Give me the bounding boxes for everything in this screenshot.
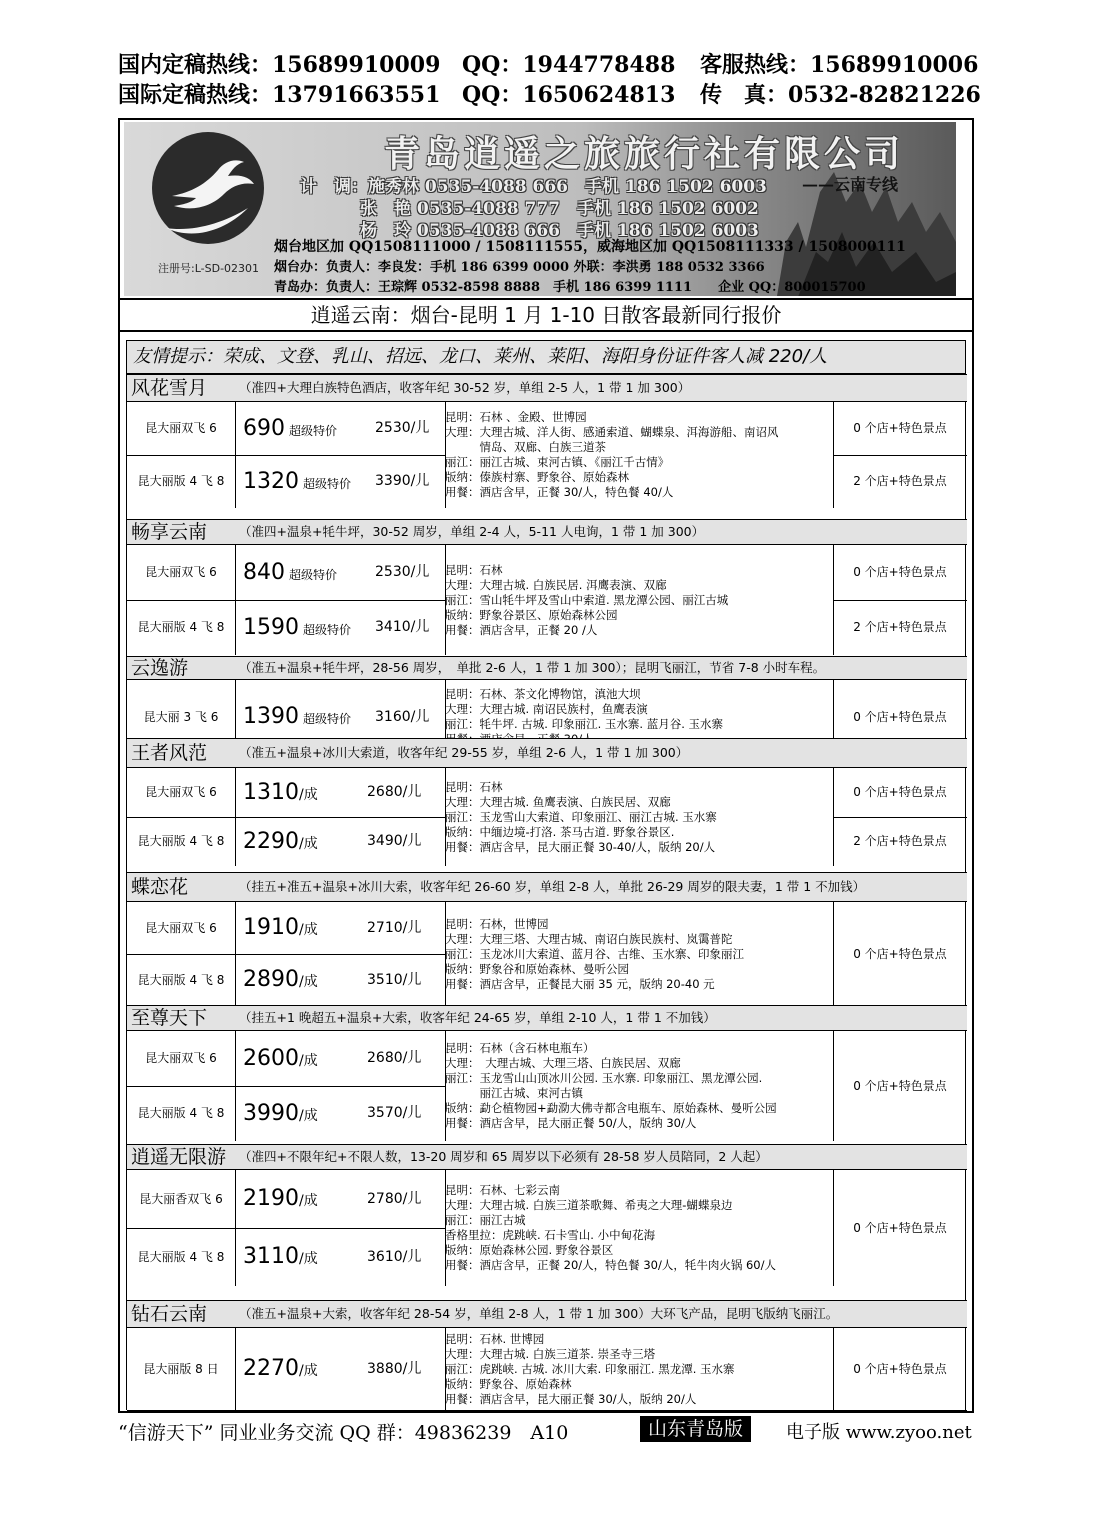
itinerary-line: 大理： 大理古城、大理三塔、白族民居、双廊: [445, 1056, 681, 1070]
itinerary-line: 丽江：雪山牦牛坪及雪山中索道. 黑龙潭公园、丽江古城: [445, 592, 729, 607]
itinerary-line: 丽江：丽江古城: [445, 1213, 526, 1227]
child-price: 3390/儿: [375, 473, 430, 489]
price-value: 1590: [243, 615, 299, 640]
domestic-hotline: 国内定稿热线：15689910009: [118, 52, 441, 78]
adult-price: [243, 1228, 318, 1286]
shopping-info: 0 个店+特色景点: [853, 421, 947, 435]
route-name: 昆大丽版 4 飞 8: [137, 1250, 225, 1264]
agency-banner: [124, 122, 956, 296]
tour-section-header: [127, 374, 967, 402]
itinerary-line: 版纳：野象谷和原始森林、曼听公园: [445, 961, 629, 976]
price-tag: /成: [299, 1193, 318, 1209]
child-price: 2680/儿: [367, 784, 422, 800]
child-price: 3510/儿: [367, 972, 422, 988]
itinerary-line: 大理：大理三塔、大理古城、南诏白族民族村、岚霭普陀: [445, 931, 733, 946]
itinerary-line: 昆明：石林、七彩云南: [445, 1183, 560, 1197]
tour-section-body: [127, 902, 967, 1006]
itinerary-line: 大理：大理古城、洋人街、感通索道、蝴蝶泉、洱海游船、南诏风: [445, 425, 779, 439]
itinerary-line: 丽江：玉龙雪山山顶冰川公园. 玉水寨. 印象丽江、黑龙潭公园.: [445, 1071, 763, 1085]
line-slogan: ——云南专线: [802, 175, 899, 194]
child-price: 2680/儿: [367, 1050, 422, 1066]
fax-number: 传 真：0532-82821226: [700, 82, 981, 108]
adult-price: [243, 600, 351, 655]
price-tag: 超级特价: [303, 623, 352, 637]
shopping-info: 2 个店+特色景点: [853, 474, 947, 488]
itinerary-line: 用餐：酒店含早，正餐昆大丽 35 元，版纳 20-40 元: [445, 976, 715, 991]
price-sheet: [118, 118, 974, 1413]
tour-section-header: [127, 656, 967, 680]
table-bottom-border: [127, 1410, 967, 1411]
itinerary: [445, 1041, 833, 1131]
adult-price: [243, 817, 318, 866]
tour-section-body: [127, 768, 967, 866]
itinerary-line: 丽江：丽江古城、束河古镇、《丽江千古情》: [445, 455, 670, 469]
itinerary-line: 版纳：野象谷、原始森林: [445, 1376, 572, 1391]
price-tag: /成: [299, 1053, 318, 1069]
adult-price: [243, 1086, 318, 1141]
itinerary-line: 昆明：石林（含石林电瓶车）: [445, 1041, 595, 1055]
tour-description: （准五+温泉+牦牛坪，28-56 周岁， 单批 2-6 人，1 带 1 加 300）；昆明飞丽江，节省 7-8 小时车程。: [239, 660, 826, 675]
itinerary-line: 大理：大理古城. 鱼鹰表演、白族民居、双廊: [445, 794, 671, 809]
tour-section-body: [127, 1031, 967, 1141]
shopping-info: 0 个店+特色景点: [853, 1079, 947, 1093]
office-line: 烟台地区加 QQ1508111000 / 1508111555，威海地区加 QQ1508111333 / 1508000111: [274, 239, 906, 255]
price-value: 840: [243, 560, 285, 585]
tour-section-header: [127, 1144, 967, 1170]
itinerary-line: 版纳：勐仑植物园+勐泐大佛寺都含电瓶车、原始森林、曼听公园: [445, 1101, 777, 1115]
tour-section-header: [127, 872, 967, 902]
itinerary-line: 用餐：酒店含早，正餐 30/人，特色餐 40/人: [445, 485, 674, 499]
adult-price: [243, 902, 318, 954]
price-tag: /成: [299, 787, 318, 803]
itinerary-line: 用餐：酒店含早，昆大丽正餐 50/人，版纳 30/人: [445, 1116, 697, 1130]
itinerary-line: 大理：大理古城. 南诏民族村，鱼鹰表演: [445, 702, 648, 716]
route-name: 昆大丽 3 飞 6: [143, 710, 219, 724]
tour-description: （准四+大理白族特色酒店，收客年纪 30-52 岁，单组 2-5 人，1 带 1 加 300）: [239, 380, 691, 395]
itinerary-line: 用餐：酒店含早，正餐 20/人，特色餐 30/人，牦牛肉火锅 60/人: [445, 1258, 776, 1272]
route-name: 昆大丽版 4 飞 8: [137, 1106, 225, 1120]
route-name: 昆大丽双飞 6: [145, 421, 217, 435]
service-hotline: 客服热线：15689910006: [700, 52, 979, 78]
price-value: 690: [243, 416, 285, 441]
route-name: 昆大丽版 4 飞 8: [137, 474, 225, 488]
itinerary-line: 丽江：牦牛坪. 古城. 印象丽江. 玉水寨. 蓝月谷. 玉水寨: [445, 717, 724, 731]
route-name: 昆大丽双飞 6: [145, 785, 217, 799]
adult-price: [243, 1170, 318, 1228]
intl-hotline: 国际定稿热线：13791663551: [118, 82, 441, 108]
shopping-info: 2 个店+特色景点: [853, 620, 947, 634]
shopping-info: 0 个店+特色景点: [853, 947, 947, 961]
tour-description: （准四+不限年纪+不限人数，13-20 周岁和 65 周岁以下必须有 28-58 岁人员陪同，2 人起）: [239, 1149, 768, 1164]
itinerary-line: 版纳：中缅边境-打洛. 茶马古道. 野象谷景区.: [445, 824, 675, 839]
itinerary-line: 丽江：虎跳峡. 古城. 冰川大索. 印象丽江. 黑龙潭. 玉水寨: [445, 1361, 735, 1376]
price-tag: /成: [299, 836, 318, 852]
contact-line: 计 调：施秀林 0535-4088 666 手机 186 1502 6003: [300, 177, 767, 197]
office-line: 青岛办：负责人：王琮辉 0532-8598 8888 手机 186 6399 1111 企业 QQ：800015700: [274, 280, 866, 295]
tour-section-body: [127, 402, 967, 508]
child-price: 2780/儿: [367, 1191, 422, 1207]
child-price: 3610/儿: [367, 1249, 422, 1265]
child-price: 2530/儿: [375, 420, 430, 436]
price-tag: 超级特价: [303, 477, 352, 491]
tour-name: 至尊天下: [131, 1007, 208, 1029]
adult-price: [243, 545, 337, 600]
itinerary-line: 大理：大理古城. 白族三道茶歌舞、希夷之大理-蝴蝶泉边: [445, 1198, 733, 1212]
child-price: 3490/儿: [367, 833, 422, 849]
tour-description: （挂五+准五+温泉+冰川大索，收客年纪 26-60 岁，单组 2-8 人，单批 26-29 周岁的限夫妻，1 带 1 不加钱）: [239, 879, 866, 894]
adult-price: [243, 768, 318, 817]
footer: [118, 1416, 978, 1444]
itinerary: [445, 563, 833, 638]
route-name: 昆大丽版 4 飞 8: [137, 973, 225, 987]
tour-name: 逍遥无限游: [131, 1146, 227, 1168]
shopping-info: 2 个店+特色景点: [853, 834, 947, 848]
itinerary-line: 丽江古城、束河古镇: [445, 1086, 583, 1100]
adult-price: [243, 1328, 318, 1410]
swallow-icon: [152, 132, 264, 244]
price-value: 3110: [243, 1244, 299, 1269]
tour-section-header: [127, 519, 967, 545]
tour-section-header: [127, 738, 967, 768]
price-value: 2270: [243, 1356, 299, 1381]
itinerary: [445, 410, 833, 500]
price-value: 1310: [243, 780, 299, 805]
tour-section-body: [127, 1170, 967, 1286]
domestic-qq: QQ：1944778488: [462, 52, 676, 78]
tour-section-body: [127, 1328, 967, 1410]
tour-name: 云逸游: [131, 657, 189, 679]
price-value: 2890: [243, 967, 299, 992]
shopping-info: 0 个店+特色景点: [853, 1221, 947, 1235]
itinerary-line: 昆明：石林: [445, 562, 503, 577]
itinerary-line: 大理：大理古城. 白族三道茶. 崇圣寺三塔: [445, 1346, 656, 1361]
edition-badge: 山东青岛版: [640, 1416, 751, 1442]
tour-name: 钻石云南: [131, 1303, 208, 1325]
discount-tip: 友情提示：荣成、文登、乳山、招远、龙口、莱州、莱阳、海阳身份证件客人减 220/人: [126, 340, 966, 374]
itinerary: [445, 917, 833, 992]
tour-name: 风花雪月: [131, 377, 208, 399]
itinerary: [445, 780, 833, 855]
itinerary-line: 大理：大理古城. 白族民居. 洱鹰表演、双廊: [445, 577, 667, 592]
contact-line: 张 艳 0535-4088 777 手机 186 1502 6002: [360, 199, 759, 219]
page-title: 逍遥云南：烟台-昆明 1 月 1-10 日散客最新同行报价: [120, 298, 972, 332]
child-price: 2530/儿: [375, 564, 430, 580]
registration-number: 注册号:L-SD-02301: [158, 262, 260, 275]
adult-price: [243, 1031, 318, 1086]
price-table: [126, 374, 966, 1410]
child-price: 3880/儿: [367, 1361, 422, 1377]
price-tag: /成: [299, 1251, 318, 1267]
tour-description: （准五+温泉+冰川大索道，收客年纪 29-55 岁，单组 2-6 人，1 带 1 加 300）: [239, 745, 689, 760]
price-value: 2290: [243, 829, 299, 854]
itinerary-line: 版纳：傣族村寨、野象谷、原始森林: [445, 470, 629, 484]
price-tag: /成: [299, 974, 318, 990]
price-tag: /成: [299, 922, 318, 938]
route-name: 昆大丽版 4 飞 8: [137, 834, 225, 848]
itinerary: [445, 1332, 833, 1407]
itinerary-line: 昆明：石林: [445, 779, 503, 794]
itinerary: [445, 1183, 833, 1273]
itinerary-line: 昆明：石林、茶文化博物馆，滇池大坝: [445, 687, 641, 701]
shopping-info: 0 个店+特色景点: [853, 1362, 947, 1376]
intl-qq: QQ：1650624813: [462, 82, 676, 108]
contact-line: 杨 玲 0535-4088 666 手机 186 1502 6003: [360, 221, 759, 241]
tour-name: 王者风范: [131, 742, 208, 764]
itinerary-line: 香格里拉：虎跳峡. 石卡雪山. 小中甸花海: [445, 1228, 656, 1242]
itinerary-line: 丽江：玉龙冰川大索道、蓝月谷、古维、玉水寨、印象丽江: [445, 946, 744, 961]
tour-section-header: [127, 1005, 967, 1031]
itinerary-line: 用餐：酒店含早，昆大丽正餐 30/人，版纳 20/人: [445, 1391, 697, 1406]
price-tag: /成: [299, 1108, 318, 1124]
price-value: 2600: [243, 1046, 299, 1071]
itinerary-line: 用餐：酒店含早，昆大丽正餐 30-40/人，版纳 20/人: [445, 839, 716, 854]
price-tag: 超级特价: [303, 712, 352, 726]
office-line: 烟台办：负责人：李良发：手机 186 6399 0000 外联：李洪勇 188 0532 3366: [274, 260, 765, 275]
agency-logo: [152, 132, 264, 244]
price-value: 3990: [243, 1101, 299, 1126]
tour-section-header: [127, 1300, 967, 1328]
footer-group: “信游天下” 同业业务交流 QQ 群：49836239 A10: [118, 1422, 569, 1444]
itinerary-line: 昆明：石林. 世博园: [445, 1331, 545, 1346]
company-name: 青岛逍遥之旅旅行社有限公司: [384, 133, 905, 175]
itinerary-line: 情岛、双廊、白族三道茶: [445, 440, 606, 454]
itinerary-line: 版纳：原始森林公园. 野象谷景区: [445, 1243, 614, 1257]
itinerary-line: 用餐：酒店含早，正餐 20 /人: [445, 622, 598, 637]
shopping-info: 0 个店+特色景点: [853, 565, 947, 579]
child-price: 3410/儿: [375, 619, 430, 635]
route-name: 昆大丽版 4 飞 8: [137, 620, 225, 634]
shopping-info: 0 个店+特色景点: [853, 710, 947, 724]
tour-section-body: [127, 545, 967, 655]
column-divider: [235, 1328, 236, 1410]
tour-name: 蝶恋花: [131, 876, 189, 898]
tour-description: （挂五+1 晚超五+温泉+大索，收客年纪 24-65 岁，单组 2-10 人，1 带 1 不加钱）: [239, 1010, 716, 1025]
tour-description: （准五+温泉+大索，收客年纪 28-54 岁，单组 2-8 人，1 带 1 加 300）大环飞产品，昆明飞版纳飞丽江。: [239, 1306, 839, 1321]
adult-price: [243, 954, 318, 1006]
itinerary-line: 丽江：玉龙雪山大索道、印象丽江、丽江古城. 玉水寨: [445, 809, 717, 824]
price-value: 1390: [243, 704, 299, 729]
itinerary-line: 昆明：石林，世博园: [445, 916, 549, 931]
route-name: 昆大丽双飞 6: [145, 921, 217, 935]
tour-description: （准四+温泉+牦牛坪，30-52 周岁，单组 2-4 人，5-11 人电询，1 带 1 加 300）: [239, 524, 705, 539]
itinerary-line: 版纳：野象谷景区、原始森林公园: [445, 607, 618, 622]
shopping-info: 0 个店+特色景点: [853, 785, 947, 799]
child-price: 3570/儿: [367, 1105, 422, 1121]
adult-price: [243, 455, 351, 508]
price-value: 1320: [243, 469, 299, 494]
adult-price: [243, 402, 337, 455]
route-name: 昆大丽双飞 6: [145, 565, 217, 579]
price-value: 1910: [243, 915, 299, 940]
itinerary-line: 昆明：石林 、金殿、世博园: [445, 410, 587, 424]
price-tag: 超级特价: [289, 568, 338, 582]
tour-name: 畅享云南: [131, 521, 208, 543]
price-value: 2190: [243, 1186, 299, 1211]
price-tag: /成: [299, 1363, 318, 1379]
footer-website: 电子版 www.zyoo.net: [786, 1422, 972, 1443]
child-price: 3160/儿: [375, 709, 430, 725]
child-price: 2710/儿: [367, 920, 422, 936]
route-name: 昆大丽版 8 日: [143, 1362, 219, 1376]
price-tag: 超级特价: [289, 424, 338, 438]
route-name: 昆大丽香双飞 6: [139, 1192, 223, 1206]
route-name: 昆大丽双飞 6: [145, 1051, 217, 1065]
